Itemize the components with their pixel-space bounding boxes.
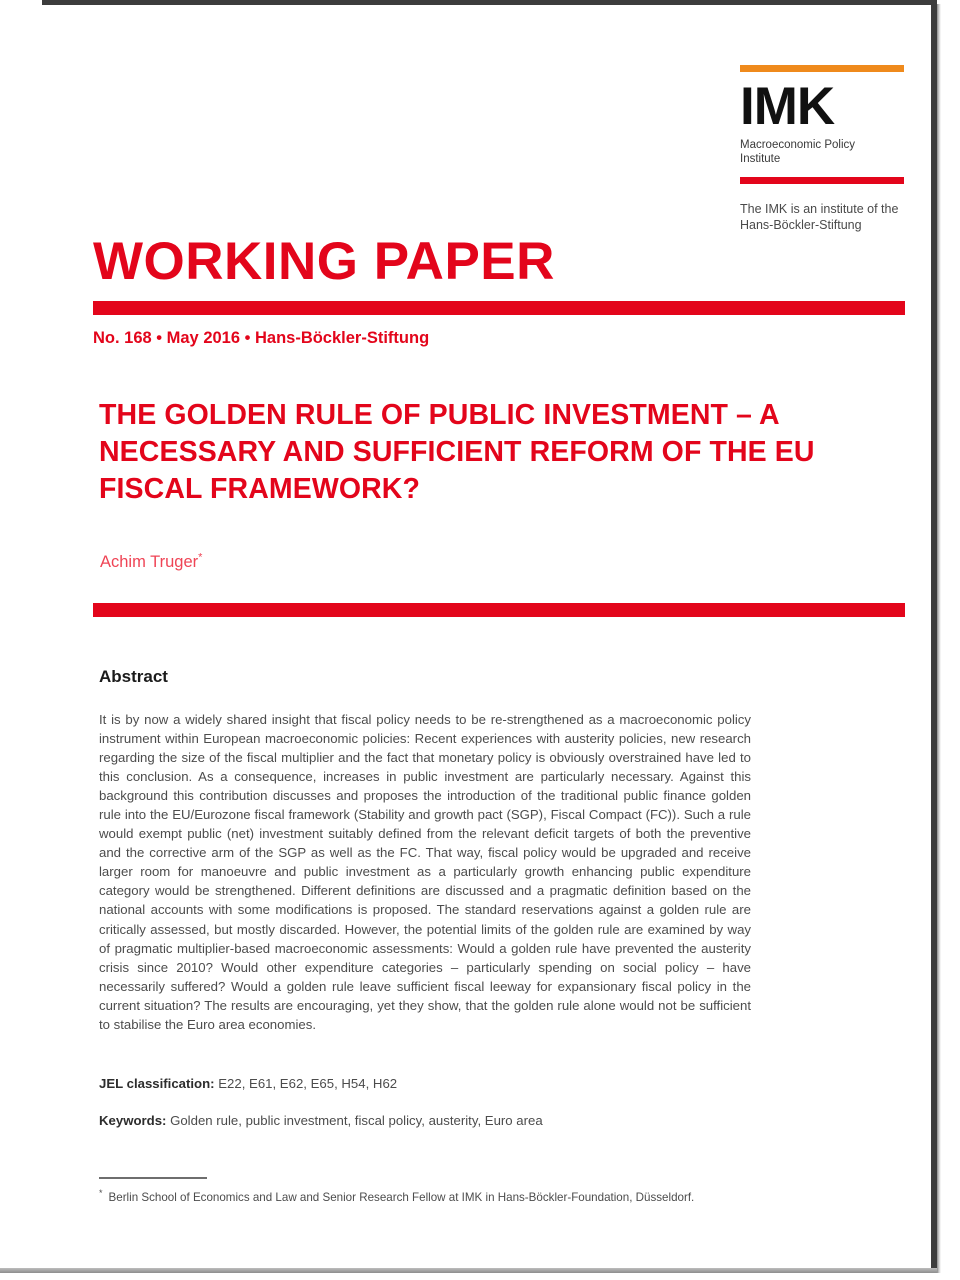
page-title: THE GOLDEN RULE OF PUBLIC INVESTMENT – A NECESSARY AND SUFFICIENT REFORM OF THE EU FISCAL FRAMEWORK? [99,399,815,505]
viewer-frame-right-shadow [937,4,941,1276]
viewer-frame-bottom-pad [0,1273,960,1280]
logo-subtitle: Macroeconomic Policy Institute [740,139,856,165]
abstract-text: It is by now a widely shared insight that fiscal policy needs to be re-strengthened as a macroeconomic policy instrument within European macroeconomic policies: Recent experiences with austerity policies, new research regarding the size of the fiscal multiplier and the fact that monetary policy is obviously overstrained have led to this conclusion. As a consequence, increases in public investment are particularly necessary. Against this background this contribution discusses and proposes the introduction of the traditional public finance golden rule into the EU/Eurozone fiscal framework (Stability and growth pact (SGP), Fiscal Compact (FC)). Such a rule would exempt public (net) investment suitably defined from the relevant deficit targets of both the preventive and the corrective arm of the SGP as well as the FC. That way, fiscal policy would be upgraded and receive larger room for manoeuvre and public investment as a particularly growth enhancing public expenditure category would be strengthened. Different definitions are discussed and a pragmatic definition based on the national accounts with some modifications is proposed. The standard reservations against a golden rule are critically assessed, but mostly discarded. However, the potential limits of the golden rule are examined by way of pragmatic multiplier-based macroeconomic assessments: Would a golden rule have prevented the austerity crisis since 2010? Would other expenditure categories – particularly spending on social policy – have necessarily suffered? Would a golden rule leave sufficient fiscal leeway for expansionary fiscal policy in the current situation? The results are encouraging, yet they show, that the golden rule alone would not be sufficient to stabilise the Euro area economies. [99,712,751,1032]
logo-orange-rule [740,65,904,72]
logo-tagline: The IMK is an institute of the Hans-Böckler-Stiftung [740,202,899,232]
jel-label: JEL classification: [99,1076,215,1091]
logo-wordmark: IMK [740,77,835,136]
masthead [93,233,905,349]
jel-classification [99,1074,751,1093]
footnote [99,1190,789,1206]
abstract-heading: Abstract [99,667,168,686]
jel-value: E22, E61, E62, E65, H54, H62 [214,1076,398,1091]
author-footnote-marker: * [198,551,203,564]
keywords-value: Golden rule, public investment, fiscal policy, austerity, Euro area [166,1113,543,1128]
keywords [99,1111,751,1130]
author-label: Achim Truger [100,553,199,571]
logo-red-rule [740,177,904,184]
footnote-separator [99,1177,207,1179]
footnote-marker: * [99,1188,103,1199]
footnote-text: Berlin School of Economics and Law and Senior Research Fellow at IMK in Hans-Böckler-Foundation, Düsseldorf. [108,1191,695,1204]
issue-meta: No. 168 • May 2016 • Hans-Böckler-Stiftung [93,329,430,347]
series-title: WORKING PAPER [93,232,555,291]
author-name [100,551,202,573]
masthead-red-rule [93,301,905,315]
paper-sheet [0,5,931,1268]
title-block-red-rule [93,603,905,617]
keywords-label: Keywords: [99,1113,167,1128]
imk-logo [740,65,904,233]
